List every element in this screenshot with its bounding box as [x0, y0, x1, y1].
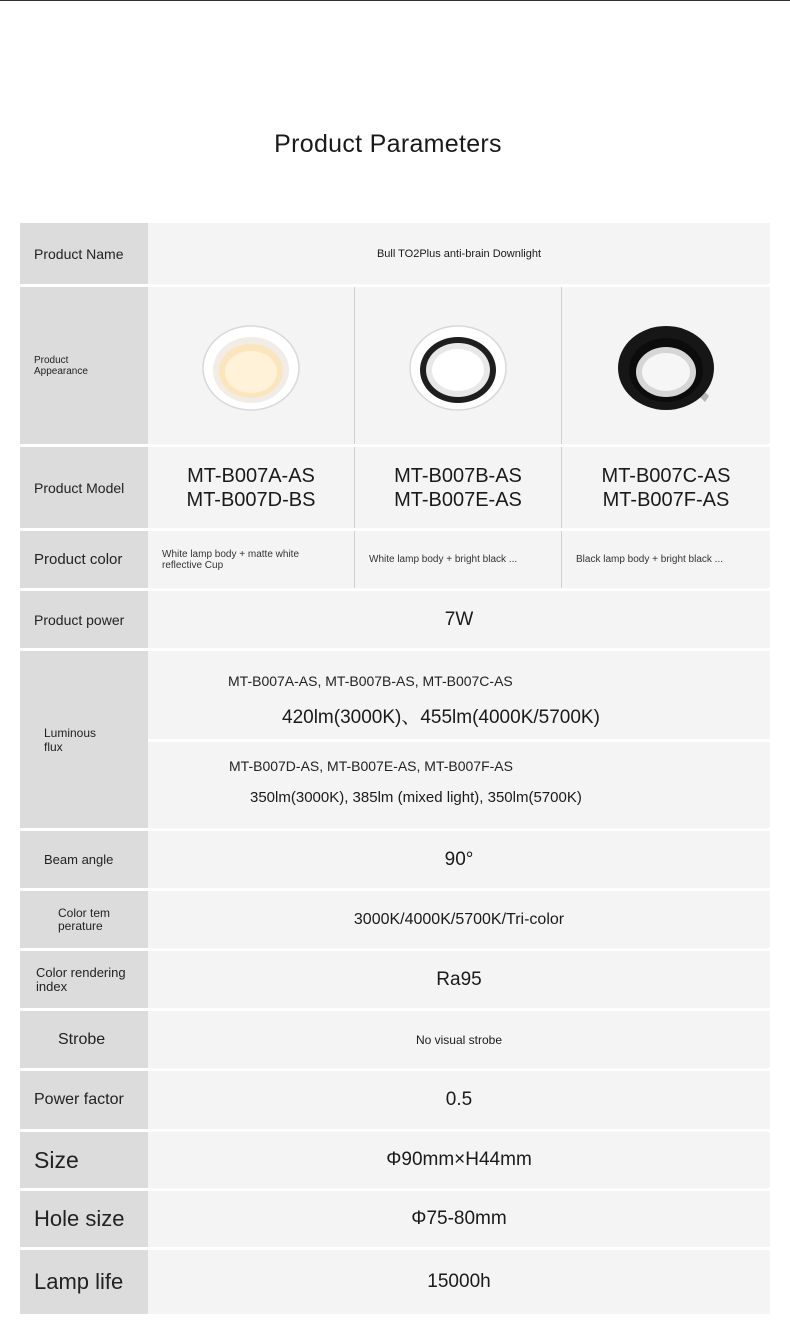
- flux-group-2: [148, 742, 770, 828]
- row-power-factor: [20, 1071, 770, 1129]
- label-power-factor: Power factor: [20, 1071, 148, 1129]
- label-color-temperature: Color tem perature: [20, 891, 148, 948]
- value-strobe: No visual strobe: [148, 1011, 770, 1068]
- value-color-rendering-index: Ra95: [148, 951, 770, 1008]
- row-luminous-flux: [20, 651, 770, 828]
- label-product-name: Product Name: [20, 223, 148, 284]
- label-size: Size: [20, 1132, 148, 1188]
- lamp-image-white-black: [403, 316, 513, 416]
- row-product-color: [20, 531, 770, 588]
- appearance-cell-1: [148, 287, 354, 444]
- model-cell-1: MT-B007A-AS MT-B007D-BS: [148, 447, 354, 528]
- flux-group-1-value: 420lm(3000K)、455lm(4000K/5700K): [282, 707, 600, 728]
- row-hole-size: [20, 1191, 770, 1247]
- row-color-rendering-index: [20, 951, 770, 1008]
- row-product-power: [20, 591, 770, 648]
- value-hole-size: Φ75-80mm: [148, 1191, 770, 1247]
- appearance-cell-2: [355, 287, 561, 444]
- row-product-name: [20, 223, 770, 284]
- model-cell-3: MT-B007C-AS MT-B007F-AS: [562, 447, 770, 528]
- label-strobe: Strobe: [20, 1011, 148, 1068]
- label-hole-size: Hole size: [20, 1191, 148, 1247]
- row-beam-angle: [20, 831, 770, 888]
- row-product-model: [20, 447, 770, 528]
- lamp-image-black: [611, 316, 721, 416]
- model-cell-2: MT-B007B-AS MT-B007E-AS: [355, 447, 561, 528]
- value-lamp-life: 15000h: [148, 1250, 770, 1314]
- label-luminous-flux: Luminous flux: [20, 651, 148, 828]
- row-size: [20, 1132, 770, 1188]
- value-color-temperature: 3000K/4000K/5700K/Tri-color: [148, 891, 770, 948]
- color-cell-2: White lamp body + bright black ...: [355, 531, 561, 588]
- flux-group-2-value: 350lm(3000K), 385lm (mixed light), 350lm(5700K): [250, 789, 582, 806]
- row-product-appearance: [20, 287, 770, 444]
- label-product-appearance: Product Appearance: [20, 287, 148, 444]
- top-rule: [0, 0, 790, 1]
- value-product-name: Bull TO2Plus anti-brain Downlight: [148, 223, 770, 284]
- value-size: Φ90mm×H44mm: [148, 1132, 770, 1188]
- color-cell-1: White lamp body + matte white reflective Cup: [148, 531, 354, 588]
- value-product-power: 7W: [148, 591, 770, 648]
- value-beam-angle: 90°: [148, 831, 770, 888]
- lamp-image-white-matte: [196, 316, 306, 416]
- label-color-rendering-index: Color rendering index: [20, 951, 148, 1008]
- appearance-cell-3: [562, 287, 770, 444]
- flux-group-1-models: MT-B007A-AS, MT-B007B-AS, MT-B007C-AS: [228, 673, 513, 689]
- label-beam-angle: Beam angle: [20, 831, 148, 888]
- row-color-temperature: [20, 891, 770, 948]
- flux-group-1: [148, 651, 770, 739]
- color-cell-3: Black lamp body + bright black ...: [562, 531, 770, 588]
- page-title: Product Parameters: [274, 130, 502, 158]
- row-lamp-life: [20, 1250, 770, 1314]
- label-product-power: Product power: [20, 591, 148, 648]
- label-product-color: Product color: [20, 531, 148, 588]
- flux-group-2-models: MT-B007D-AS, MT-B007E-AS, MT-B007F-AS: [229, 758, 513, 774]
- value-power-factor: 0.5: [148, 1071, 770, 1129]
- row-strobe: [20, 1011, 770, 1068]
- label-lamp-life: Lamp life: [20, 1250, 148, 1314]
- label-product-model: Product Model: [20, 447, 148, 528]
